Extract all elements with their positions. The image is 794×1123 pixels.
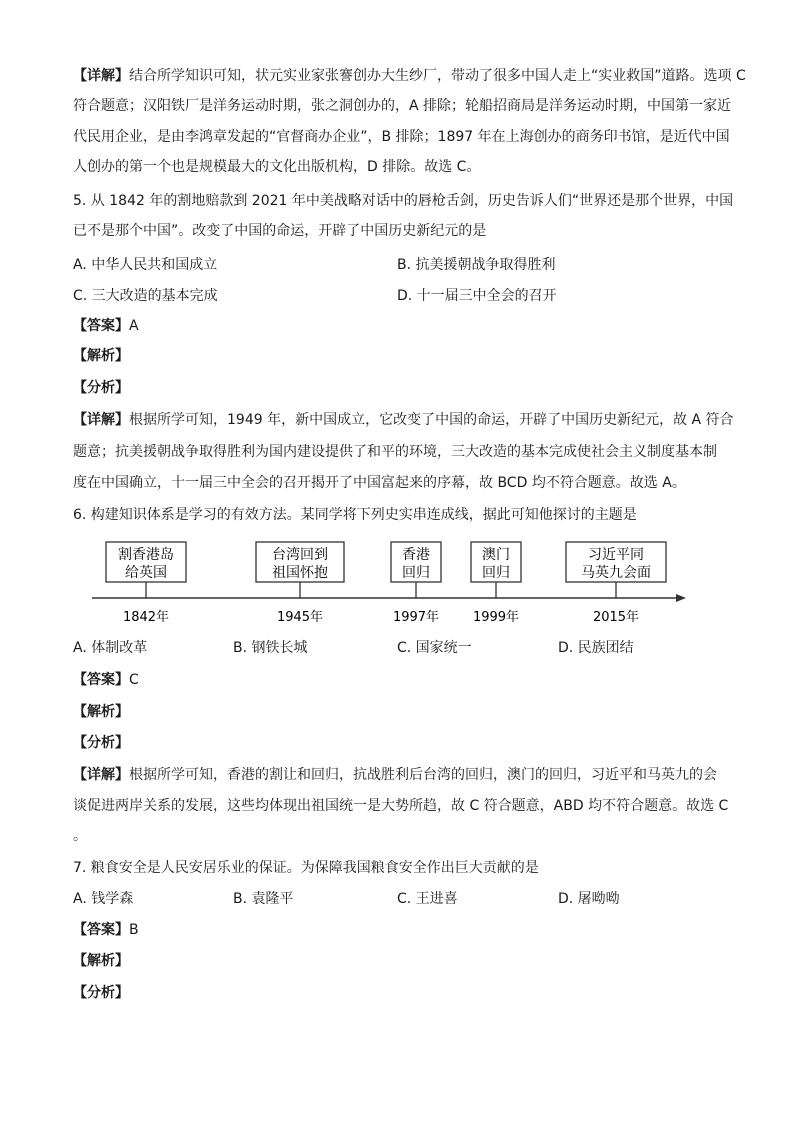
- q6-analysis-tag: 【解析】: [73, 704, 129, 720]
- detail-tag: 【详解】: [73, 412, 129, 428]
- timeline-event-1999: [471, 542, 521, 625]
- q5-detail-line-2: 题意；抗美援朝战争取得胜利为国内建设提供了和平的环境，三大改造的基本完成使社会主义制度基本制: [73, 444, 717, 460]
- timeline-event-1945: [256, 542, 344, 625]
- q7-option-d: D. 屠呦呦: [558, 891, 620, 907]
- q7-analysis-tag: 【解析】: [73, 953, 129, 969]
- event-year: 1999年: [472, 610, 520, 625]
- q5-answer: [73, 316, 139, 336]
- event-year: 1842年: [122, 610, 170, 625]
- detail-tag: 【详解】: [73, 767, 129, 783]
- answer-tag: 【答案】: [73, 922, 129, 938]
- timeline-diagram: [88, 538, 698, 630]
- q4-detail-line-4: 人创办的第一个也是规模最大的文化出版机构，D 排除。故选 C。: [73, 159, 481, 175]
- q7-answer: [73, 920, 139, 940]
- q5-fenxi-tag: 【分析】: [73, 380, 129, 396]
- q7-fenxi-tag: 【分析】: [73, 985, 129, 1001]
- event-label-line-2: 祖国怀抱: [272, 565, 328, 581]
- q6-detail-text-1: 根据所学可知，香港的割让和回归，抗战胜利后台湾的回归，澳门的回归，习近平和马英九的会: [129, 767, 717, 783]
- event-label-line-1: 割香港岛: [118, 547, 174, 563]
- timeline-event-1997: [391, 542, 441, 625]
- q7-option-a: A. 钱学森: [73, 891, 134, 907]
- timeline-event-2015: [566, 542, 666, 625]
- q6-answer: [73, 670, 139, 690]
- q5-option-a: A. 中华人民共和国成立: [73, 257, 218, 273]
- q6-option-c: C. 国家统一: [397, 640, 472, 656]
- q6-option-a: A. 体制改革: [73, 640, 148, 656]
- q5-detail-line-1: [73, 410, 734, 430]
- q5-option-d: D. 十一届三中全会的召开: [397, 288, 557, 304]
- answer-tag: 【答案】: [73, 672, 129, 688]
- q5-analysis-tag: 【解析】: [73, 348, 129, 364]
- q6-option-b: B. 钢铁长城: [233, 640, 308, 656]
- q6-detail-line-2: 谈促进两岸关系的发展，这些均体现出祖国统一是大势所趋，故 C 符合题意，ABD 均不符合题意。故选 C: [73, 798, 729, 814]
- q4-detail-line-3: 代民用企业，是由李鸿章发起的“官督商办企业”，B 排除；1897 年在上海创办的商务印书馆，是近代中国: [73, 129, 730, 145]
- answer-value: A: [129, 318, 139, 334]
- q4-detail-line-2: 符合题意；汉阳铁厂是洋务运动时期，张之洞创办的，A 排除；轮船招商局是洋务运动时期，中国第一家近: [73, 98, 732, 114]
- answer-value: C: [129, 672, 139, 688]
- q7-stem: 7. 粮食安全是人民安居乐业的保证。为保障我国粮食安全作出巨大贡献的是: [73, 860, 539, 876]
- event-label-line-1: 香港: [402, 547, 430, 563]
- q4-detail-text-1: 结合所学知识可知，状元实业家张謇创办大生纱厂，带动了很多中国人走上“实业救国”道路。选项 C: [129, 68, 746, 84]
- q5-option-b: B. 抗美援朝战争取得胜利: [397, 257, 556, 273]
- event-label-line-1: 习近平同: [588, 547, 644, 563]
- timeline-event-1842: [106, 542, 186, 625]
- event-label-line-2: 回归: [482, 565, 510, 581]
- event-label-line-2: 马英九会面: [581, 565, 651, 581]
- q7-option-c: C. 王进喜: [397, 891, 458, 907]
- q4-detail-line-1: [73, 66, 746, 86]
- q6-option-d: D. 民族团结: [558, 640, 634, 656]
- answer-tag: 【答案】: [73, 318, 129, 334]
- event-label-line-1: 澳门: [482, 547, 510, 563]
- event-label-line-2: 给英国: [125, 565, 167, 581]
- q5-stem-line-2: 已不是那个中国”。改变了中国的命运，开辟了中国历史新纪元的是: [73, 223, 487, 239]
- q5-stem-line-1: 5. 从 1842 年的割地赔款到 2021 年中美战略对话中的唇枪舌剑，历史告诉人们“世界还是那个世界，中国: [73, 193, 734, 209]
- event-label-line-1: 台湾回到: [272, 547, 328, 563]
- event-year: 2015年: [592, 610, 640, 625]
- q5-detail-text-1: 根据所学可知，1949 年，新中国成立，它改变了中国的命运，开辟了中国历史新纪元，故 A 符合: [129, 412, 734, 428]
- q5-option-c: C. 三大改造的基本完成: [73, 288, 218, 304]
- event-year: 1945年: [276, 610, 324, 625]
- event-year: 1997年: [392, 610, 440, 625]
- timeline-arrow-icon: [676, 594, 686, 602]
- q6-stem: 6. 构建知识体系是学习的有效方法。某同学将下列史实串连成线，据此可知他探讨的主题是: [73, 507, 637, 523]
- q7-option-b: B. 袁隆平: [233, 891, 294, 907]
- q5-detail-line-3: 度在中国确立，十一届三中全会的召开揭开了中国富起来的序幕，故 BCD 均不符合题意。故选 A。: [73, 475, 686, 491]
- event-label-line-2: 回归: [402, 565, 430, 581]
- q6-fenxi-tag: 【分析】: [73, 735, 129, 751]
- detail-tag: 【详解】: [73, 68, 129, 84]
- answer-value: B: [129, 922, 139, 938]
- q6-detail-line-1: [73, 765, 717, 785]
- q6-detail-line-3: 。: [73, 828, 87, 844]
